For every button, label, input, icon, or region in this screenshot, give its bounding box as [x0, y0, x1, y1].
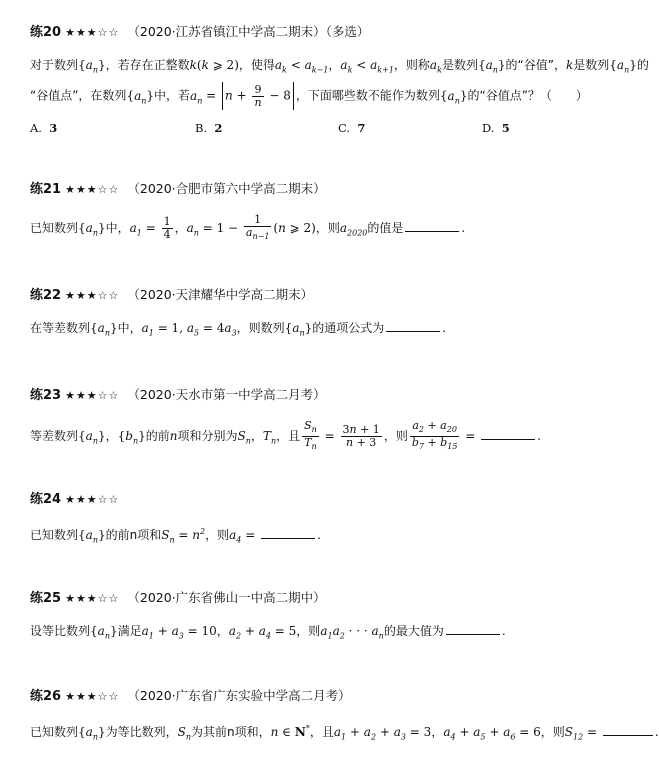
text: 在等差数列: [30, 321, 91, 335]
text: ，下面哪些数不能作为数列: [295, 88, 440, 103]
problem-header: [30, 590, 630, 607]
difficulty-stars: ★★★☆☆: [65, 389, 120, 402]
text: ，: [250, 429, 263, 444]
problem-source: （2020·合肥市第六中学高二期末）: [127, 181, 326, 196]
choice-b[interactable]: B. 2: [195, 121, 223, 136]
text: 设等比数列: [30, 624, 91, 638]
text: 满足: [117, 624, 142, 638]
difficulty-stars: ★★★☆☆: [65, 183, 120, 196]
problem-statement: 已知数列$\{a_n\}$中，$a_1$ = $\frac{1}{4}$ ，$a_n = 1$ − $\frac{1}{a_{n-1}}$ (n ⩾ 2)，则$a_{2020}$的值是 .: [30, 213, 466, 242]
text: .: [317, 528, 321, 542]
text: 的“谷值”，: [505, 58, 566, 72]
problem-header: [30, 24, 630, 41]
text: 的前n项和: [105, 528, 162, 542]
problem-header: [30, 287, 630, 304]
text: ，则: [205, 528, 230, 542]
text: 的最大值为: [383, 624, 444, 638]
text: ，则称: [393, 58, 430, 72]
difficulty-stars: ★★★☆☆: [65, 493, 120, 506]
problem-statement: 对于数列$\{a_n\}$，若存在正整数k(k ⩾ 2)，使得$a_k < a_{k-1}$，$a_k < a_{k+1}$，则称$a_k$是数列$\{a_n\}$的“谷值”，k是数列$\{a_n\}$的: [30, 58, 649, 75]
problem-statement: 设等比数列$\{a_n\}$满足$a_1 + a_3 = 10$，$a_2 + a_4 = 5$，则$a_1a_2$ · · · $a_n$的最大值为 .: [30, 624, 506, 641]
text: .: [461, 221, 466, 236]
text: ，: [105, 429, 118, 444]
difficulty-stars: ★★★☆☆: [65, 289, 120, 302]
text: ，若存在正整数: [105, 58, 190, 72]
difficulty-stars: ★★★☆☆: [65, 592, 120, 605]
problem-header: [30, 387, 630, 404]
text: .: [537, 429, 541, 444]
problem-statement: 在等差数列$\{a_n\}$中，$a_1 = 1$, $a_5 = 4a_3$，则数列$\{a_n\}$的通项公式为 .: [30, 321, 447, 338]
answer-blank[interactable]: [386, 321, 440, 332]
text: 的值是: [367, 221, 404, 236]
text: 等差数列: [30, 429, 79, 444]
answer-blank[interactable]: [446, 624, 500, 635]
problem-statement: 等差数列$\{a_n\}$，$\{b_n\}$的前n项和分别为$S_n$，$T_n$，且 $\frac{S_n}{T_n}$ = $\frac{3n + 1}{n + 3}$ ，则 $\frac{a_2 + a_{20}}{b_7 + b_{15}}$ = .: [30, 419, 541, 452]
difficulty-stars: ★★★☆☆: [65, 26, 120, 39]
problem-number: 练21: [30, 182, 62, 197]
choice-list: [30, 121, 630, 139]
text: 的: [636, 58, 649, 72]
problem-header: [30, 491, 630, 508]
text: ，则: [540, 725, 565, 739]
text: 是数列: [573, 58, 610, 72]
text: 中，: [117, 321, 142, 335]
choice-a[interactable]: A. 3: [30, 121, 58, 136]
problem-21: [30, 181, 630, 243]
answer-blank[interactable]: [405, 221, 459, 232]
text: 是数列: [441, 58, 478, 72]
text: .: [501, 624, 506, 638]
text: 的“谷值点”？（ ）: [467, 88, 588, 103]
problem-statement: 已知数列$\{a_n\}$为等比数列，$S_n$为其前n项和，n ∈ N*，且$a_1 + a_2 + a_3 = 3$，$a_4 + a_5 + a_6 = 6$，则$S_{12}$ = .: [30, 724, 659, 742]
problem-source: （2020·广东省佛山一中高二期中）: [127, 590, 326, 605]
text: ，: [174, 221, 187, 236]
text: “谷值点”，在数列: [30, 88, 127, 103]
problem-number: 练26: [30, 689, 62, 704]
problem-number: 练25: [30, 591, 62, 606]
problem-source: （2020·广东省广东实验中学高二月考）: [127, 688, 351, 703]
problem-source: （2020·天水市第一中学高二月考）: [127, 387, 326, 402]
problem-number: 练24: [30, 492, 62, 507]
text: 对于数列: [30, 58, 79, 72]
problem-25: [30, 590, 630, 646]
problem-22: [30, 287, 630, 343]
choice-d[interactable]: D. 5: [482, 121, 510, 136]
answer-blank[interactable]: [603, 725, 653, 736]
problem-source: （2020·江苏省镇江中学高二期末）（多选）: [127, 24, 370, 39]
text: ，: [431, 725, 444, 739]
text: ，则: [296, 624, 321, 638]
text: ，: [216, 624, 229, 638]
problem-statement: 已知数列$\{a_n\}$的前n项和$S_n = n^2$，则$a_4$ = .: [30, 527, 321, 545]
problem-number: 练20: [30, 25, 62, 40]
text: ，则: [315, 221, 340, 236]
text: ，: [328, 58, 341, 72]
text: 已知数列: [30, 221, 79, 236]
text: 为其前n项和，: [191, 725, 271, 739]
text: ，使得: [238, 58, 275, 72]
text: 为等比数列，: [105, 725, 178, 739]
problem-number: 练22: [30, 288, 62, 303]
text: 的前: [145, 429, 170, 444]
problem-source: （2020·天津耀华中学高二期末）: [127, 287, 314, 302]
problem-header: [30, 688, 630, 705]
problem-number: 练23: [30, 388, 62, 403]
answer-blank[interactable]: [481, 429, 535, 440]
problem-23: [30, 387, 630, 453]
problem-26: [30, 688, 659, 747]
text: 中，: [105, 221, 130, 236]
text: ，且: [276, 429, 301, 444]
problem-header: [30, 181, 630, 198]
answer-blank[interactable]: [261, 528, 315, 539]
text: 的通项公式为: [312, 321, 385, 335]
difficulty-stars: ★★★☆☆: [65, 690, 120, 703]
text: 已知数列: [30, 725, 79, 739]
text: .: [654, 725, 659, 739]
text: 项和分别为: [177, 429, 238, 444]
text: 已知数列: [30, 528, 79, 542]
problem-24: [30, 491, 630, 550]
problem-statement-line2: “谷值点”，在数列$\{a_n\}$中，若$a_n = n$ + $\frac{9}{n}$ − 8 ，下面哪些数不能作为数列$\{a_n\}$的“谷值点”？（ ）: [30, 82, 588, 109]
choice-c[interactable]: C. 7: [338, 121, 366, 136]
text: ，则数列: [236, 321, 285, 335]
text: .: [442, 321, 447, 335]
text: ，且: [309, 725, 334, 739]
text: 中，若: [154, 88, 191, 103]
text: ，则: [383, 429, 408, 444]
problem-20: [30, 24, 649, 139]
